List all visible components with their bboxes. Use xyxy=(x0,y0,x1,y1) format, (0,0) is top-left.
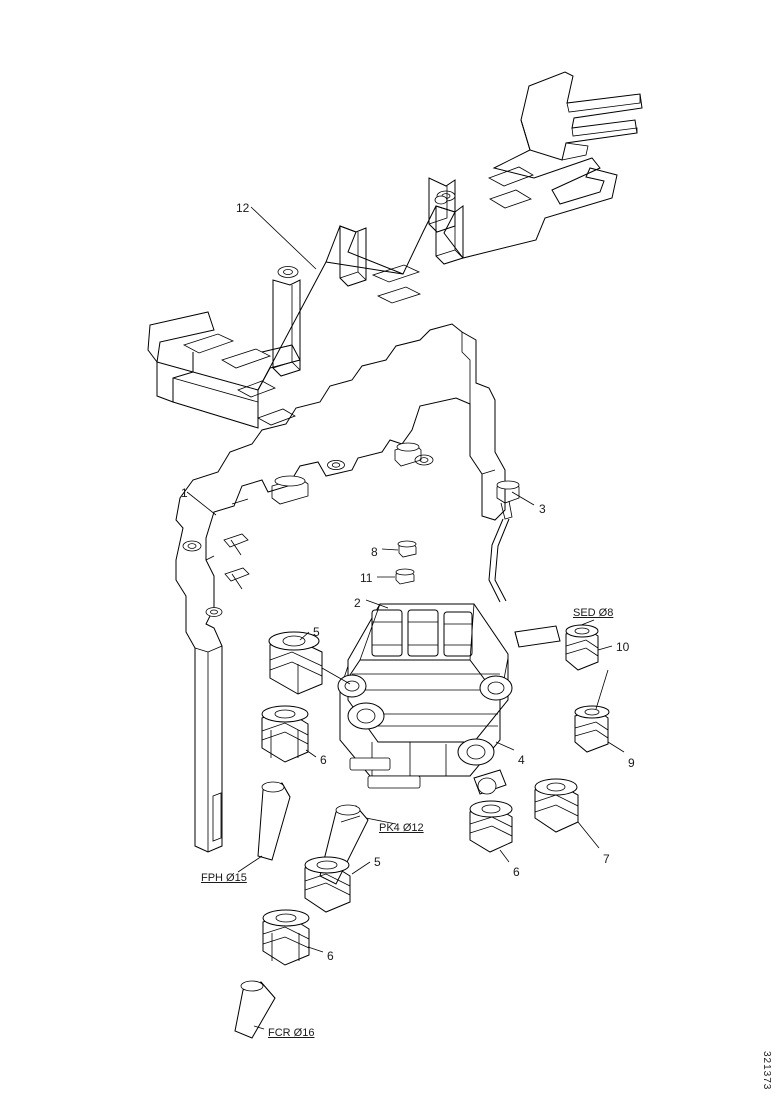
port-label-fph-15: FPH Ø15 xyxy=(201,872,247,884)
callout-6-upper: 6 xyxy=(320,753,327,767)
callout-3: 3 xyxy=(539,502,546,516)
callout-11: 11 xyxy=(360,571,373,585)
port-label-fcr-16: FCR Ø16 xyxy=(268,1027,315,1039)
port-label-sed-08: SED Ø8 xyxy=(573,607,614,619)
callout-9: 9 xyxy=(628,756,635,770)
callout-6-lower: 6 xyxy=(327,949,334,963)
callout-2: 2 xyxy=(354,596,361,610)
callout-1: 1 xyxy=(181,486,188,500)
callout-5-lower: 5 xyxy=(374,855,381,869)
callout-4: 4 xyxy=(518,753,525,767)
sheet-code: 321373 xyxy=(761,1050,772,1090)
callout-12: 12 xyxy=(236,201,250,215)
callout-8: 8 xyxy=(371,545,378,559)
callout-7: 7 xyxy=(603,852,610,866)
callout-10: 10 xyxy=(616,640,630,654)
callout-6-right: 6 xyxy=(513,865,520,879)
callout-5-upper: 5 xyxy=(313,625,320,639)
port-label-pk4-12: PK4 Ø12 xyxy=(379,822,424,834)
